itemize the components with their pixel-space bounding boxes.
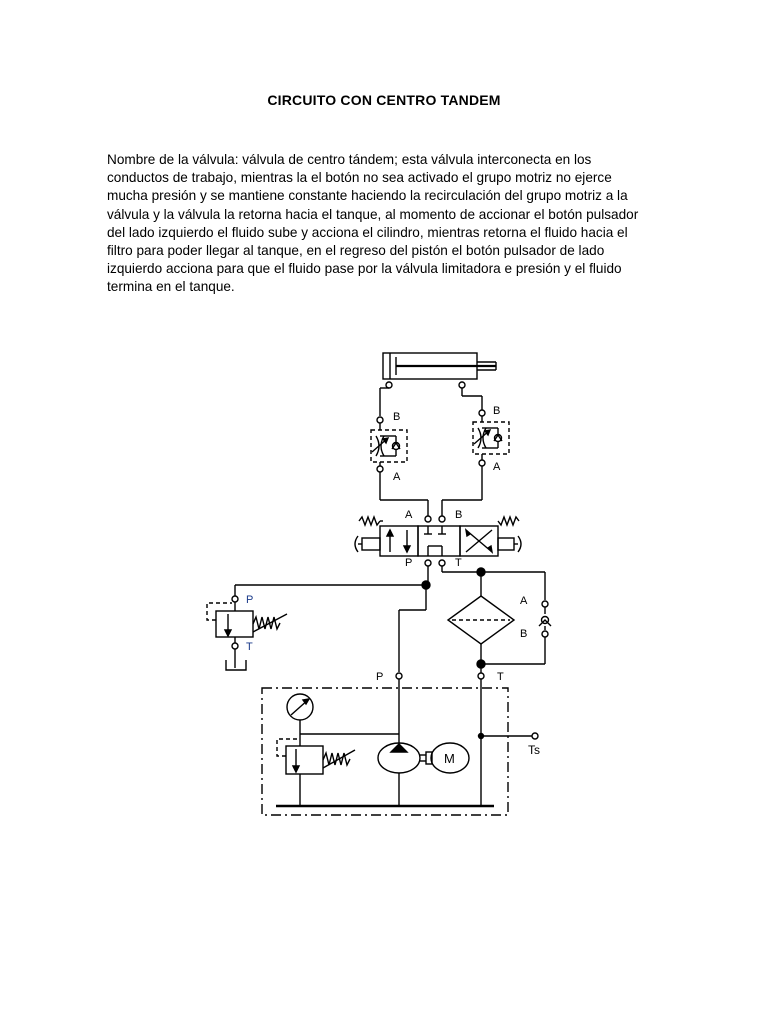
right-flow-control-valve [473, 410, 509, 466]
right-flow-label-a: A [493, 461, 501, 473]
unit-label-t: T [497, 671, 504, 683]
check-label-b: B [520, 628, 528, 640]
filter [448, 576, 514, 668]
dcv-label-b: B [455, 509, 463, 521]
right-flow-label-b: B [493, 405, 501, 417]
directional-control-valve-tandem [355, 516, 521, 566]
check-valve [481, 601, 551, 664]
relief-label-t: T [246, 641, 253, 653]
dcv-label-a: A [405, 509, 413, 521]
check-label-a: A [520, 595, 528, 607]
relief-label-p: P [246, 594, 254, 606]
document-title: CIRCUITO CON CENTRO TANDEM [267, 92, 501, 108]
left-flow-label-a: A [393, 471, 401, 483]
description-paragraph: Nombre de la válvula: válvula de centro tándem; esta válvula interconecta en los conductos de trabajo, mientras la el botón no sea activado el grupo motriz no ejerce mucha presión y se mantiene constante haciendo la recirculación del grupo motriz a la válvula y la válvula la retorna hacia el tanque, al momento de accionar el botón pulsador del lado izquierdo el fluido sube y acciona el cilindro, mientras retorna el fluido hacia el filtro para poder llegar al tanque, en el regreso del pistón el botón pulsador de lado izquierdo acciona para que el fluido pase por la válvula limitadora e presión y el fluido termina en el tanque. [107, 152, 639, 295]
left-flow-label-b: B [393, 411, 401, 423]
dcv-label-t: T [455, 557, 462, 569]
tank-label-ts: Ts [528, 743, 540, 757]
unit-label-p: P [376, 671, 384, 683]
motor-label: M [444, 751, 455, 766]
left-flow-control-valve [371, 417, 407, 472]
power-unit [262, 673, 538, 815]
dcv-label-p: P [405, 557, 413, 569]
double-acting-cylinder [383, 353, 496, 388]
